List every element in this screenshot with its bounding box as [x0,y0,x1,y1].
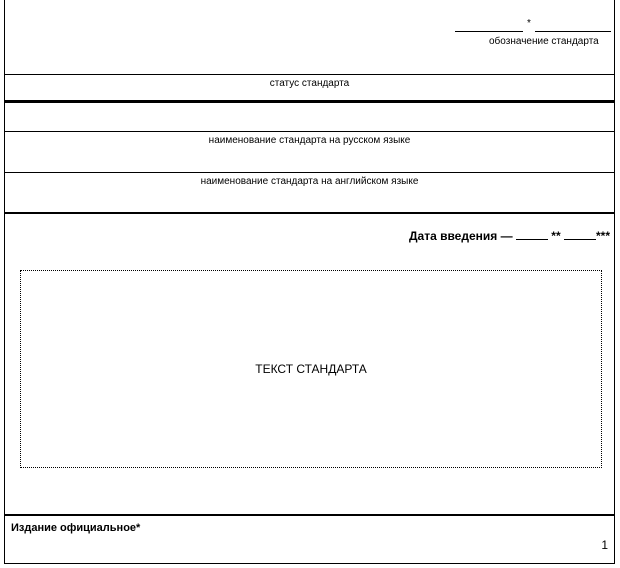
status-label: статус стандарта [269,78,350,89]
header-separator [5,100,614,103]
date-blank-1 [516,228,548,240]
designation-blank-left [455,31,523,32]
designation-label: обозначение стандарта [489,36,599,47]
date-sep-2: *** [595,229,610,243]
standard-text-box [20,270,602,468]
english-name-line [5,172,614,173]
russian-name-line [5,131,614,132]
date-sep-1: ** [551,229,561,243]
designation-blank-right [535,31,611,32]
standard-text: ТЕКСТ СТАНДАРТА [255,362,367,376]
introduction-date [409,228,610,243]
footer-separator [5,514,614,516]
page-number: 1 [601,538,608,552]
date-blank-2 [564,228,596,240]
status-line [5,74,614,75]
document-frame [4,0,615,564]
edition-label: Издание официальное* [11,522,141,534]
russian-name-label: наименование стандарта на русском языке [208,135,411,146]
english-name-label: наименование стандарта на английском языке [200,176,419,187]
designation-star: * [527,18,531,29]
date-label: Дата введения — [408,229,513,243]
names-separator [5,212,614,214]
